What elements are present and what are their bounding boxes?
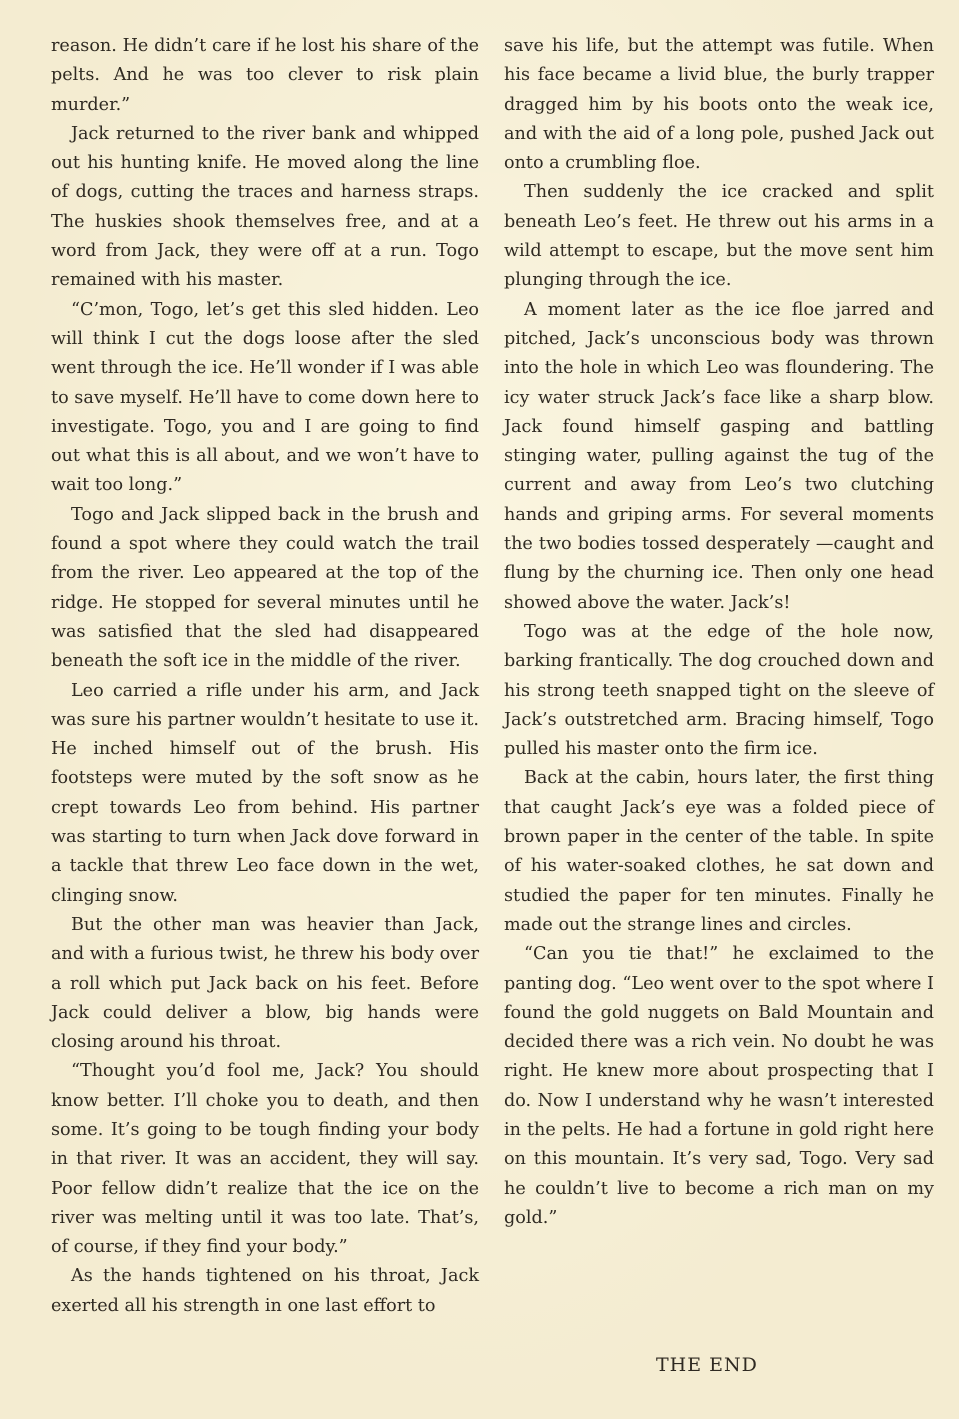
paragraph: But the other man was heavier than Jack, and with a furious twist, he threw his body over a roll which put Jack back on his feet. Before Jack could deliver a blow, big hands were closing around his throat. — [51, 914, 479, 1053]
paragraph: Back at the cabin, hours later, the first thing that caught Jack’s eye was a folded piece of brown paper in the center of the table. In spite of his water-soaked clothes, he sat down and studied the paper for ten minutes. Finally he made out the strange lines and circles. — [504, 768, 934, 935]
paragraph: A moment later as the ice floe jarred and pitched, Jack’s unconscious body was thrown into the hole in which Leo was floundering. The icy water struck Jack’s face like a sharp blow. Jack found himself gasping and battling stinging water, pulling against the tug of the current and away from Leo’s two clutching hands and griping arms. For several moments the two bodies tossed desperately —caught and flung by the churning ice. Then only one head showed above the water. Jack’s! — [504, 299, 934, 613]
paragraph: reason. He didn’t care if he lost his share of the pelts. And he was too clever to risk plain murder.” — [51, 36, 479, 115]
paragraph: Jack returned to the river bank and whipped out his hunting knife. He moved along the line of dogs, cutting the traces and harness straps. The huskies shook themselves free, and at a word from Jack, they were off at a run. Togo remained with his master. — [51, 123, 479, 291]
paragraph: “Thought you’d fool me, Jack? You should know better. I’ll choke you to death, and then some. It’s going to be tough finding your body in that river. It was an accident, they will say. Poor fellow didn’t realize that the ice on the river was melting until it was too late. That’s, of course, if they find your body.” — [51, 1061, 479, 1258]
the-end-label: THE END — [656, 1354, 758, 1376]
paragraph: Togo was at the edge of the hole now, barking frantically. The dog crouched down and his strong teeth snapped tight on the sleeve of Jack’s outstretched arm. Bracing himself, Togo pulled his master onto the firm ice. — [504, 621, 934, 760]
paragraph: save his life, but the attempt was futile. When his face became a livid blue, the burly trapper dragged him by his boots onto the weak ice, and with the aid of a long pole, pushed Jack out onto a crumbling floe. — [504, 36, 934, 174]
paragraph: “C’mon, Togo, let’s get this sled hidden. Leo will think I cut the dogs loose after the sled went through the ice. He’ll wonder if I was able to save myself. He’ll have to come down here to investigate. Togo, you and I are going to find out what this is all about, and we won’t have to wait too long.” — [51, 299, 479, 496]
paragraph: Togo and Jack slipped back in the brush and found a spot where they could watch the trail from the river. Leo appeared at the top of the ridge. He stopped for several minutes until he was satisfied that the sled had disappeared beneath the soft ice in the middle of the river. — [51, 504, 479, 672]
paragraph: “Can you tie that!” he exclaimed to the panting dog. “Leo went over to the spot where I found the gold nuggets on Bald Mountain and decided there was a rich vein. No doubt he was right. He knew more about prospecting that I do. Now I understand why he wasn’t interested in the pelts. He had a fortune in gold right here on this mountain. It’s very sad, Togo. Very sad he couldn’t live to become a rich man on my gold.” — [504, 944, 934, 1228]
paragraph: As the hands tightened on his throat, Jack exerted all his strength in one last effort to — [51, 1266, 479, 1316]
right-text-column — [504, 32, 934, 1233]
paragraph: Then suddenly the ice cracked and split beneath Leo’s feet. He threw out his arms in a wild attempt to escape, but the move sent him plunging through the ice. — [504, 182, 934, 291]
paragraph: Leo carried a rifle under his arm, and Jack was sure his partner wouldn’t hesitate to use it. He inched himself out of the brush. His footsteps were muted by the soft snow as he crept towards Leo from behind. His partner was starting to turn when Jack dove forward in a tackle that threw Leo face down in the wet, clinging snow. — [51, 680, 479, 906]
left-text-column — [51, 32, 479, 1321]
